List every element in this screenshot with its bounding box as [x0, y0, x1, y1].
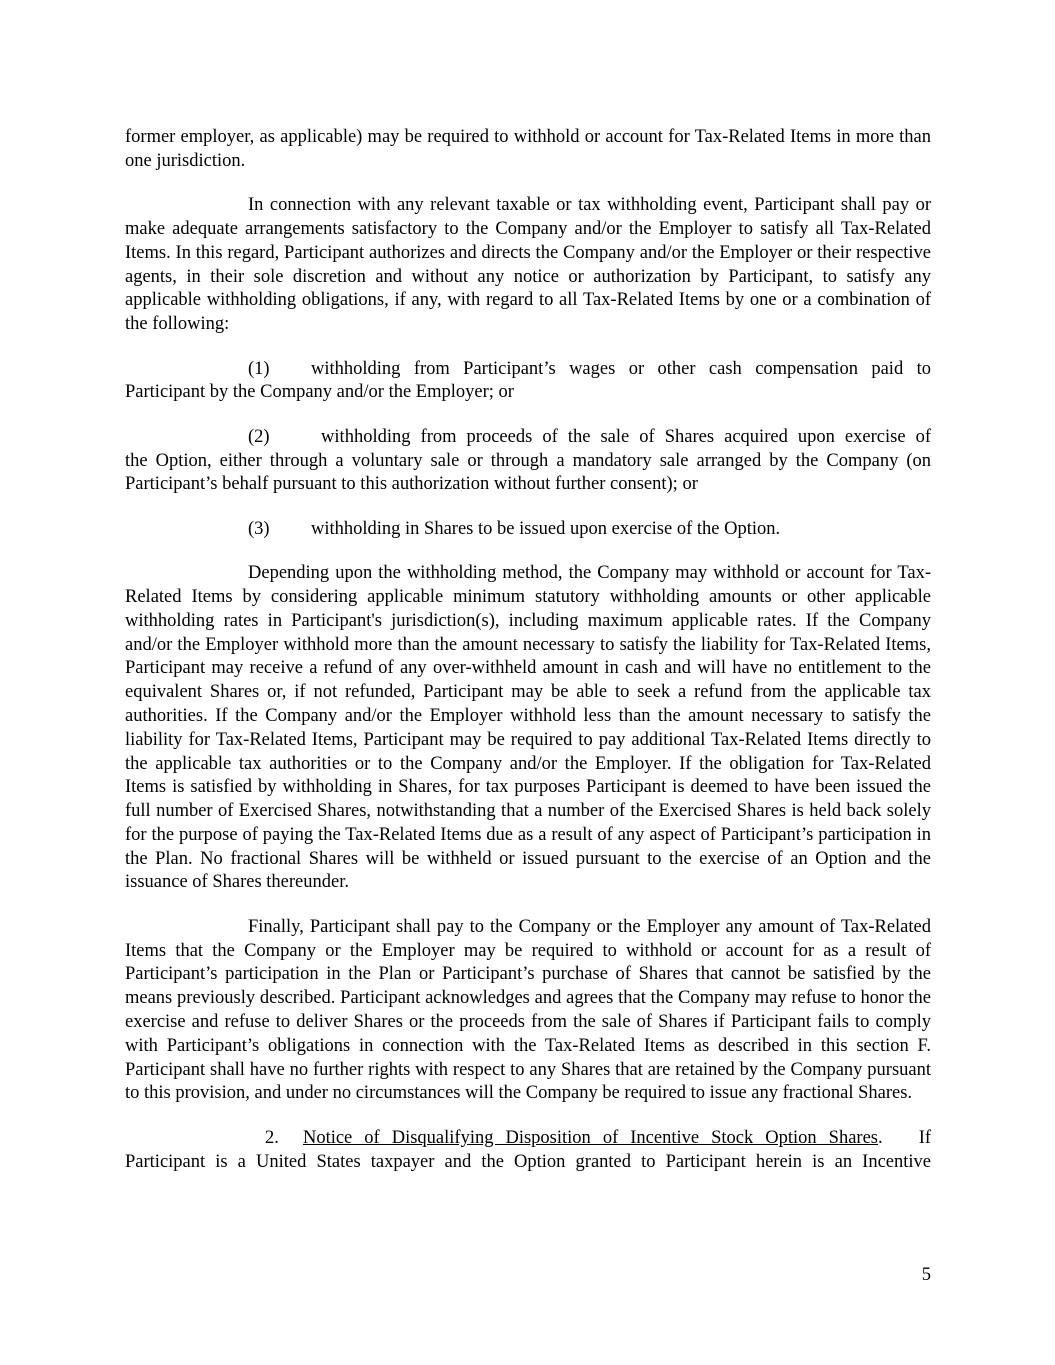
option-3-text: withholding in Shares to be issued upon exercise of the Option. — [311, 518, 781, 539]
document-body — [125, 126, 931, 1174]
option-3-number: (3) — [248, 518, 270, 539]
option-3-item — [125, 518, 931, 542]
option-2-item — [125, 426, 931, 497]
withholding-intro-paragraph: In connection with any relevant taxable or tax withholding event, Participant shall pay or make adequate arrangements satisfactory to the Company and/or the Employer to satisfy all Tax-Related Items. In this regard, Participant authorizes and directs the Company and/or the Employer or their respective agents, in their sole discretion and without any notice or authorization by Participant, to satisfy any applicable withholding obligations, if any, with regard to all Tax-Related Items by one or a combination of the following: — [125, 195, 931, 335]
section-2-after-heading: . If — [878, 1127, 932, 1148]
continuation-paragraph: former employer, as applicable) may be required to withhold or account for Tax-Related Items in more than one jurisdiction. — [125, 127, 931, 171]
page-number: 5 — [921, 1265, 931, 1285]
option-1-rest: Participant by the Company and/or the Employer; or — [125, 382, 514, 403]
finally-paragraph: Finally, Participant shall pay to the Company or the Employer any amount of Tax-Related Items that the Company or the Employer may be required to withhold or account for as a result of Participant’s participation in the Plan or Participant’s purchase of Shares that cannot be satisfied by the means previously described. Participant acknowledges and agrees that the Company may refuse to honor the exercise and refuse to deliver Shares or the proceeds from the sale of Shares if Participant fails to comply with Participant’s obligations in connection with the Tax-Related Items as described in this section F. Participant shall have no further rights with respect to any Shares that are retained by the Company pursuant to this provision, and under no circumstances will the Company be required to issue any fractional Shares. — [125, 916, 931, 1104]
option-2-rest: the Option, either through a voluntary sale or through a mandatory sale arranged by the Company (on Participant’s behalf pursuant to this authorization without further consent); or — [125, 450, 931, 495]
option-2-number: (2) — [248, 426, 270, 447]
section-2 — [125, 1127, 931, 1175]
section-2-first-line — [125, 1127, 931, 1151]
withholding-method-paragraph: Depending upon the withholding method, the Company may withhold or account for Tax-Related Items by considering applicable minimum statutory withholding amounts or other applicable withholding rates in Participant's jurisdiction(s), including maximum applicable rates. If the Company and/or the Employer withhold more than the amount necessary to satisfy the liability for Tax-Related Items, Participant may receive a refund of any over-withheld amount in cash and will have no entitlement to the equivalent Shares or, if not refunded, Participant may be able to seek a refund from the applicable tax authorities. If the Company and/or the Employer withhold less than the amount necessary to satisfy the liability for Tax-Related Items, Participant may be required to pay additional Tax-Related Items directly to the applicable tax authorities or to the Company and/or the Employer. If the obligation for Tax-Related Items is satisfied by withholding in Shares, for tax purposes Participant is deemed to have been issued the full number of Exercised Shares, notwithstanding that a number of the Exercised Shares is held back solely for the purpose of paying the Tax-Related Items due as a result of any aspect of Participant’s participation in the Plan. No fractional Shares will be withheld or issued pursuant to the exercise of an Option and the issuance of Shares thereunder. — [125, 563, 931, 893]
option-1-lead: withholding from Participant’s wages or other cash compensation paid to — [311, 358, 931, 379]
option-1-number: (1) — [248, 358, 270, 379]
option-2-lead: withholding from proceeds of the sale of Shares acquired upon exercise of — [311, 426, 931, 447]
section-2-line-2: Participant is a United States taxpayer and the Option granted to Participant herein is an Incentive — [125, 1151, 931, 1172]
section-2-number: 2. — [253, 1127, 279, 1148]
option-1-item — [125, 358, 931, 406]
section-2-heading: Notice of Disqualifying Disposition of Incentive Stock Option Shares — [302, 1127, 878, 1148]
